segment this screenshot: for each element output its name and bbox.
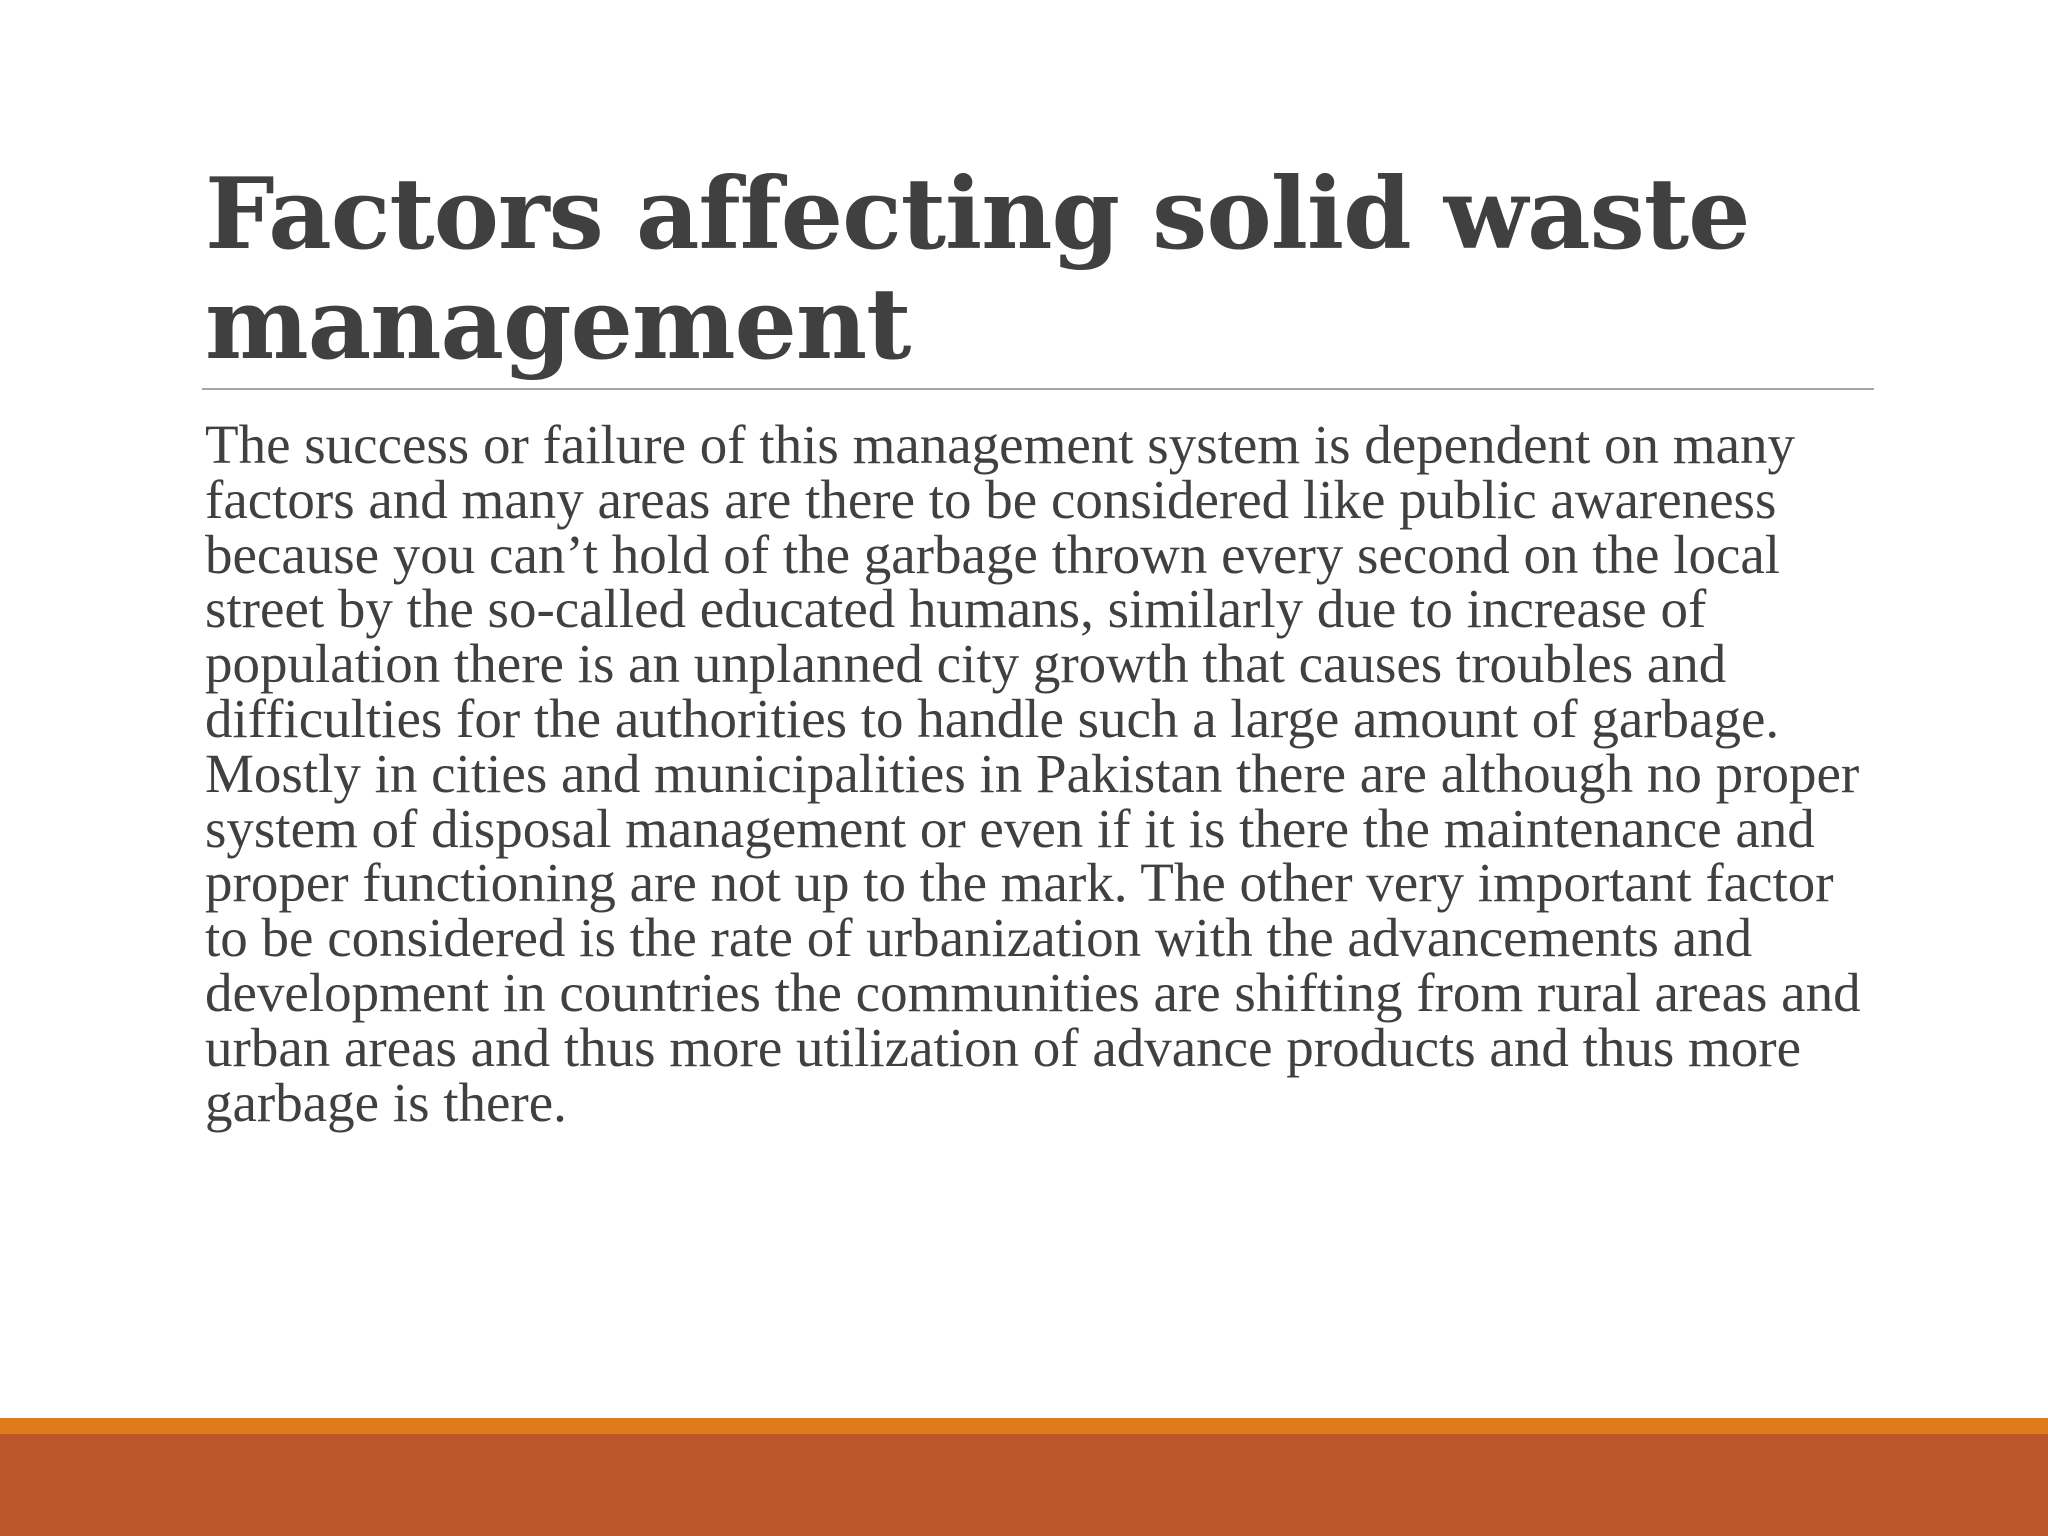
slide-title: Factors affecting solid waste management	[205, 157, 1750, 382]
footer-accent-stripe	[0, 1418, 2048, 1434]
title-divider	[202, 388, 1874, 390]
slide-body-text: The success or failure of this management system is dependent on many factors and many areas are there to be considered like public awareness because you can’t hold of the garbage thrown every second on the local street by the so-called educated humans, similarly due to increase of population there is an unplanned city growth that causes troubles and difficulties for the authorities to handle such a large amount of garbage. Mostly in cities and municipalities in Pakistan there are although no proper system of disposal management or even if it is there the maintenance and proper functioning are not up to the mark. The other very important factor to be considered is the rate of urbanization with the advancements and development in countries the communities are shifting from rural areas and urban areas and thus more utilization of advance products and thus more garbage is there.	[205, 414, 1861, 1133]
footer-band	[0, 1434, 2048, 1536]
